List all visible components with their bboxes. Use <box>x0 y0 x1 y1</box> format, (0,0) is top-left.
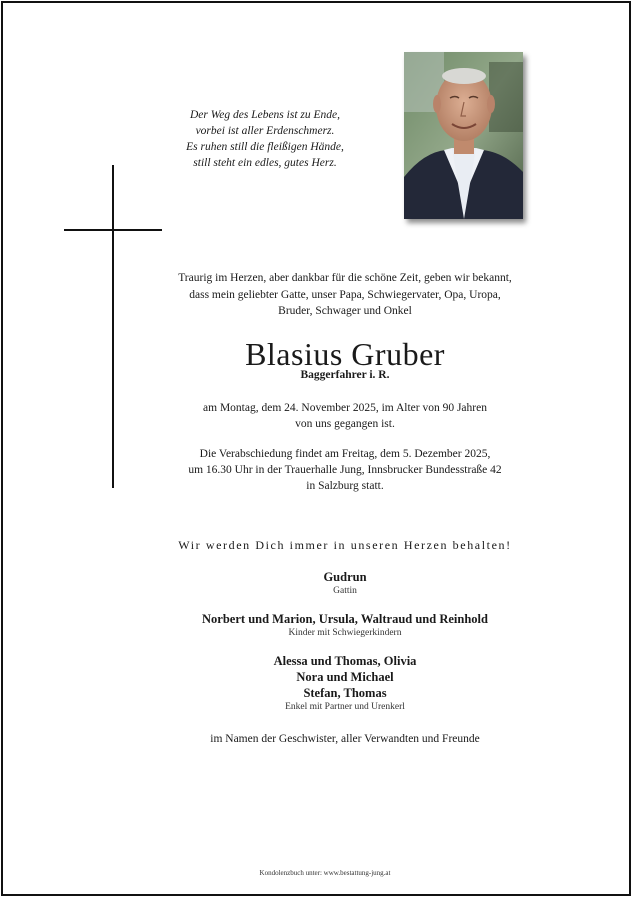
intro-line: Traurig im Herzen, aber dankbar für die schöne Zeit, geben wir bekannt, <box>178 272 512 284</box>
mourner-names: Alessa und Thomas, Olivia <box>273 654 417 668</box>
deceased-name: Blasius Gruber <box>245 336 445 372</box>
poem-line: still steht ein edles, gutes Herz. <box>193 157 337 169</box>
mourner-names: Stefan, Thomas <box>303 686 387 700</box>
mourner-relation: Enkel mit Partner und Urenkerl <box>285 702 405 712</box>
intro-text <box>120 270 570 320</box>
mourner-names: Norbert und Marion, Ursula, Waltraud und Reinhold <box>202 612 488 626</box>
mourner-group <box>120 653 570 714</box>
poem-line: vorbei ist aller Erdenschmerz. <box>195 125 335 137</box>
cross-horizontal-bar <box>64 229 162 231</box>
funeral-details <box>120 446 570 494</box>
mourner-group <box>120 611 570 640</box>
intro-line: Bruder, Schwager und Onkel <box>278 305 412 317</box>
death-line: am Montag, dem 24. November 2025, im Alter von 90 Jahren <box>203 402 487 414</box>
closing-line: im Namen der Geschwister, aller Verwandten und Freunde <box>210 733 480 745</box>
poem-line: Es ruhen still die fleißigen Hände, <box>186 141 344 153</box>
mourner-relation: Gattin <box>333 586 357 596</box>
portrait-photo <box>404 52 523 219</box>
mourner-names: Gudrun <box>323 570 367 584</box>
death-notice <box>120 400 570 432</box>
poem-line: Der Weg des Lebens ist zu Ende, <box>189 109 341 121</box>
funeral-line: um 16.30 Uhr in der Trauerhalle Jung, Innsbrucker Bundesstraße 42 <box>188 464 502 476</box>
condolence-book-link[interactable]: Kondolenzbuch unter: www.bestattung-jung.at <box>259 869 391 877</box>
mourner-relation: Kinder mit Schwiegerkindern <box>288 628 402 638</box>
memorial-poem <box>150 107 380 171</box>
funeral-line: Die Verabschiedung findet am Freitag, dem 5. Dezember 2025, <box>199 448 491 460</box>
funeral-line: in Salzburg statt. <box>306 480 384 492</box>
mourner-names: Nora und Michael <box>296 670 394 684</box>
mourner-group <box>120 569 570 598</box>
memorial-motto: Wir werden Dich immer in unseren Herzen behalten! <box>178 538 512 552</box>
deceased-occupation: Baggerfahrer i. R. <box>300 369 390 381</box>
cross-vertical-bar <box>112 165 114 488</box>
death-line: von uns gegangen ist. <box>295 418 395 430</box>
intro-line: dass mein geliebter Gatte, unser Papa, Schwiegervater, Opa, Uropa, <box>189 288 501 301</box>
